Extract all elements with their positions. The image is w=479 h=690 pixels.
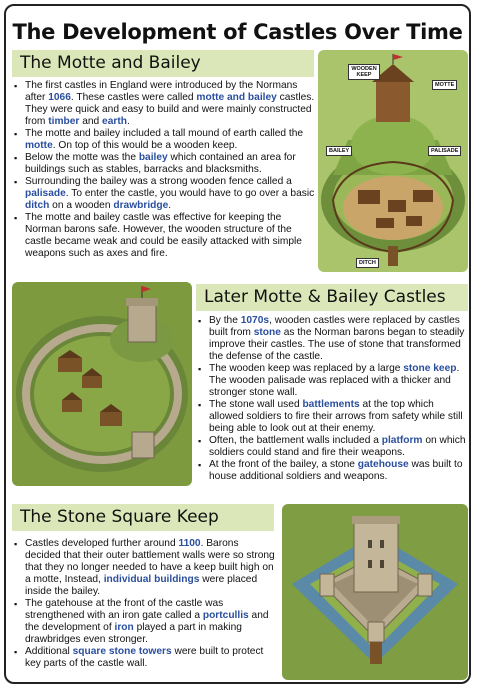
bullet-text: By the xyxy=(209,315,241,326)
label-ditch: DITCH xyxy=(356,258,379,268)
bullet-text: . The wooden palisade was replaced with a thicker and stronger stone wall. xyxy=(209,363,460,398)
keyword: stone keep xyxy=(403,363,457,374)
bullet-text: The gatehouse at the front of the castle was strengthened with an iron gate called a xyxy=(25,598,224,621)
keyword: drawbridge xyxy=(113,200,169,211)
later-castles-bullet-list xyxy=(196,315,468,483)
keyword: gatehouse xyxy=(357,459,409,470)
bullet-item xyxy=(12,598,276,646)
bullet-item xyxy=(12,646,276,670)
bullet-text: At the front of the bailey, a stone xyxy=(209,459,358,470)
bullet-text: on a wooden xyxy=(49,200,114,211)
bullet-item xyxy=(12,80,317,128)
label-wooden-keep: WOODEN KEEP xyxy=(348,64,380,80)
keyword: 1066 xyxy=(48,92,71,103)
bullet-item xyxy=(196,399,468,435)
bullet-item xyxy=(12,538,276,598)
keyword: ditch xyxy=(25,200,50,211)
bullet-item xyxy=(12,212,317,260)
bullet-text: as the Norman barons began to steadily improve their castles. The use of stone that transformed the defense of the castle. xyxy=(209,327,465,362)
bullet-text: . Barons decided that their outer battlement walls were so strong that they no longer needed to have a keep built high on a motte, Instead, xyxy=(25,538,275,585)
section-heading-later-motte-and-bailey: Later Motte & Bailey Castles xyxy=(196,284,468,311)
bullet-item xyxy=(196,363,468,399)
bullet-text: castles. They were quick and easy to build and were mainly constructed from xyxy=(25,92,315,127)
stone-square-keep-illustration xyxy=(282,504,468,680)
label-motte: MOTTE xyxy=(432,80,457,90)
worksheet xyxy=(4,4,471,684)
bullet-text: The stone wall used xyxy=(209,399,303,410)
stone-keep-bullet-list xyxy=(12,538,276,670)
bullet-item xyxy=(12,152,317,176)
motte-and-bailey-bullet-list xyxy=(12,80,317,260)
keyword: battlements xyxy=(302,399,360,410)
keyword: bailey xyxy=(138,152,168,163)
page-title: The Development of Castles Over Time xyxy=(12,20,463,44)
bullet-text: . These castles were called xyxy=(70,92,197,103)
bullet-text: The first castles in England were introduced by the Normans after xyxy=(25,80,298,103)
bullet-item xyxy=(12,176,317,212)
bullet-text: The wooden keep was replaced by a large xyxy=(209,363,404,374)
bullet-text: Additional xyxy=(25,646,73,657)
bullet-text: were placed inside the bailey. xyxy=(25,574,258,597)
label-palisade: PALISADE xyxy=(428,146,461,156)
bullet-text: and xyxy=(79,116,103,127)
bullet-text: . On top of this would be a wooden keep. xyxy=(52,140,238,151)
keyword: stone xyxy=(253,327,281,338)
later-motte-and-bailey-illustration xyxy=(12,282,192,486)
keyword: motte xyxy=(25,140,53,151)
bullet-text: The motte and bailey castle was effective for keeping the Norman barons safe. However, the wooden structure of the castle became weak and could be easily attacked with simple weapons such as axes and fire. xyxy=(25,212,302,259)
bullet-text: at the top which allowed soldiers to fire their arrows from safety while still being able to look out at their enemy. xyxy=(209,399,463,434)
bullet-text: Often, the battlement walls included a xyxy=(209,435,382,446)
keyword: portcullis xyxy=(202,610,249,621)
section-heading-stone-square-keep: The Stone Square Keep xyxy=(12,504,274,531)
keyword: palisade xyxy=(25,188,66,199)
bullet-item xyxy=(196,459,468,483)
bullet-text: Surrounding the bailey was a strong wooden fence called a xyxy=(25,176,292,187)
bullet-text: The motte and bailey included a tall mound of earth called the xyxy=(25,128,304,139)
bullet-text: Below the motte was the xyxy=(25,152,139,163)
bullet-text: . xyxy=(126,116,130,127)
bullet-text: played a part in making drawbridges even stronger. xyxy=(25,622,242,645)
bullet-item xyxy=(196,315,468,363)
bullet-text: which contained an area for buildings such as stables, barracks and blacksmiths. xyxy=(25,152,296,175)
keyword: square stone towers xyxy=(72,646,172,657)
label-bailey: BAILEY xyxy=(326,146,352,156)
keyword: timber xyxy=(48,116,80,127)
keyword: earth xyxy=(102,116,127,127)
bullet-text: and the development of xyxy=(25,610,269,633)
bullet-text: Castles developed further around xyxy=(25,538,179,549)
bullet-item xyxy=(12,128,317,152)
bullet-item xyxy=(196,435,468,459)
bullet-text: . To enter the castle, you would have to go over a basic xyxy=(65,188,315,199)
section-heading-motte-and-bailey: The Motte and Bailey xyxy=(12,50,314,77)
keyword: iron xyxy=(114,622,134,633)
bullet-text: on which soldiers could stand and fire their weapons. xyxy=(209,435,466,458)
bullet-text: . xyxy=(168,200,172,211)
keyword: 1070s xyxy=(240,315,270,326)
bullet-text: were built to protect key parts of the castle wall. xyxy=(25,646,264,669)
keyword: individual buildings xyxy=(103,574,200,585)
bullet-text: was built to house additional soldiers and weapons. xyxy=(209,459,463,482)
keyword: motte and bailey xyxy=(196,92,277,103)
motte-and-bailey-illustration xyxy=(318,50,468,272)
keyword: platform xyxy=(381,435,423,446)
keyword: 1100 xyxy=(178,538,201,549)
bullet-text: , wooden castles were replaced by castles built from xyxy=(209,315,460,338)
